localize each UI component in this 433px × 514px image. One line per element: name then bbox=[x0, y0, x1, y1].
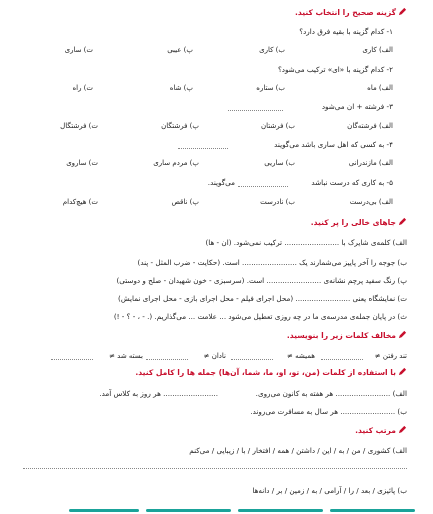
q2-option-d[interactable]: ت) راه bbox=[72, 84, 93, 92]
sentence-1b[interactable]: ........................ هر روز به کلاس آمد. bbox=[99, 389, 218, 398]
footer-bar bbox=[238, 509, 323, 512]
section-2-heading bbox=[311, 217, 407, 228]
section-1-heading bbox=[295, 7, 407, 18]
q3-option-d[interactable]: ت) فرشتگال bbox=[60, 122, 98, 130]
q2-option-c[interactable]: پ) شاه bbox=[169, 84, 193, 92]
q1-option-d[interactable]: ت) ساری bbox=[64, 46, 93, 54]
q5-option-b[interactable]: ب) نادرست bbox=[260, 198, 295, 206]
fill-blank-4[interactable]: ت) نمایشگاه یعنی ........................ (محل اجرای فیلم - محل اجرای بازی - محل اجرای نمایش) bbox=[118, 294, 407, 303]
antonym-2: همیشه ≠ bbox=[287, 352, 315, 360]
sentence-2[interactable]: ب) ........................ هر سال به مسافرت می‌روند. bbox=[250, 407, 407, 416]
q3-blank[interactable] bbox=[228, 110, 283, 111]
section-3-heading bbox=[287, 330, 407, 341]
q3-option-b[interactable]: ب) فرشتان bbox=[260, 122, 295, 130]
antonym-4-blank[interactable] bbox=[51, 359, 93, 360]
scramble-1: الف) کشوری / من / به / این / داشتن / همه / افتخار / با / زیبایی / می‌کنم bbox=[189, 446, 407, 455]
antonym-2-blank[interactable] bbox=[231, 359, 273, 360]
footer-bar bbox=[146, 509, 231, 512]
section-3-title: مخالف کلمات زیر را بنویسید. bbox=[286, 331, 396, 340]
q4-option-c[interactable]: پ) مردم ساری bbox=[153, 159, 199, 167]
fill-blank-3[interactable]: پ) رنگ سفید پرچم نشانه‌ی ........................ است. (سرسبزی - خون شهیدان - صلح و دوستی) bbox=[116, 276, 407, 285]
q3-option-a[interactable]: الف) فرشته‌گان bbox=[347, 122, 393, 130]
fill-blank-1[interactable]: الف) کلمه‌ی شایرک با ........................ ترکیب نمی‌شود. (ان - ها) bbox=[205, 238, 407, 247]
q1-text: ۱- کدام گزینه با بقیه فرق دارد؟ bbox=[299, 27, 393, 36]
pencil-icon bbox=[398, 367, 407, 376]
sentence-1a[interactable]: الف) ........................ هر هفته به کانون می‌روی. bbox=[255, 389, 407, 398]
q1-option-a[interactable]: الف) کاری bbox=[362, 46, 393, 54]
q5-blank[interactable] bbox=[238, 186, 288, 187]
fill-blank-5[interactable]: ث) در پایان جمله‌ی مدرسه‌ی ما در چه روزی تعطیل می‌شود ... علامت ... می‌گذاریم. (. - ، - ؟ - !) bbox=[113, 312, 407, 321]
antonym-3: نادان ≠ bbox=[203, 352, 226, 360]
q1-option-b[interactable]: ب) کاری bbox=[259, 46, 285, 54]
section-5-title: مرتب کنید. bbox=[355, 426, 396, 435]
q5-option-a[interactable]: الف) بی‌درست bbox=[349, 198, 393, 206]
q5-text-end: می‌گویند. bbox=[207, 178, 235, 187]
antonym-3-blank[interactable] bbox=[146, 359, 188, 360]
q3-option-c[interactable]: پ) فرشتگان bbox=[161, 122, 199, 130]
scramble-2: ب) پائیزی / بعد / را / آرامی / به / زمین / بر / دانه‌ها bbox=[252, 486, 407, 495]
q4-option-b[interactable]: ب) ساریی bbox=[264, 159, 295, 167]
q1-option-c[interactable]: پ) عیبی bbox=[167, 46, 193, 54]
section-1-title: گزینه صحیح را انتخاب کنید. bbox=[294, 8, 396, 17]
q5-text: ۵- به کاری که درست نباشد bbox=[311, 178, 393, 187]
q4-text: ۴- به کسی که اهل ساری باشد می‌گویند bbox=[274, 140, 393, 149]
footer-bar bbox=[330, 509, 415, 512]
q2-text: ۲- کدام گزینه با «ای» ترکیب می‌شود؟ bbox=[277, 65, 393, 74]
section-4-title: با استفاده از کلمات (من، تو، او، ما، شما، آن‌ها) جمله ها را کامل کنید. bbox=[135, 368, 396, 377]
pencil-icon bbox=[398, 217, 407, 226]
section-2-title: جاهای خالی را پر کنید. bbox=[310, 218, 396, 227]
fill-blank-2[interactable]: ب) جوجه را آخر پاییز می‌شمارند یک ........................ است. (حکایت - ضرب المثل - پند) bbox=[137, 258, 407, 267]
antonym-1-blank[interactable] bbox=[321, 359, 363, 360]
q3-text: ۳- فرشته + ان می‌شود bbox=[321, 102, 393, 111]
q4-option-d[interactable]: ت) ساروی bbox=[66, 159, 98, 167]
pencil-icon bbox=[398, 330, 407, 339]
antonym-4: بسته شد ≠ bbox=[109, 352, 143, 360]
section-4-heading bbox=[135, 367, 407, 378]
pencil-icon bbox=[398, 425, 407, 434]
antonym-1: تند رفتن ≠ bbox=[374, 352, 407, 360]
q2-option-b[interactable]: ب) ستاره bbox=[256, 84, 285, 92]
scramble-1-answer-line[interactable] bbox=[23, 468, 407, 469]
section-5-heading bbox=[355, 425, 407, 436]
q2-option-a[interactable]: الف) ماه bbox=[367, 84, 393, 92]
q4-blank[interactable] bbox=[178, 148, 228, 149]
footer-bar bbox=[69, 509, 139, 512]
q4-option-a[interactable]: الف) مازندرانی bbox=[348, 159, 393, 167]
q5-option-d[interactable]: ت) هیچ‌کدام bbox=[62, 198, 98, 206]
pencil-icon bbox=[398, 7, 407, 16]
q5-option-c[interactable]: پ) ناقص bbox=[171, 198, 199, 206]
